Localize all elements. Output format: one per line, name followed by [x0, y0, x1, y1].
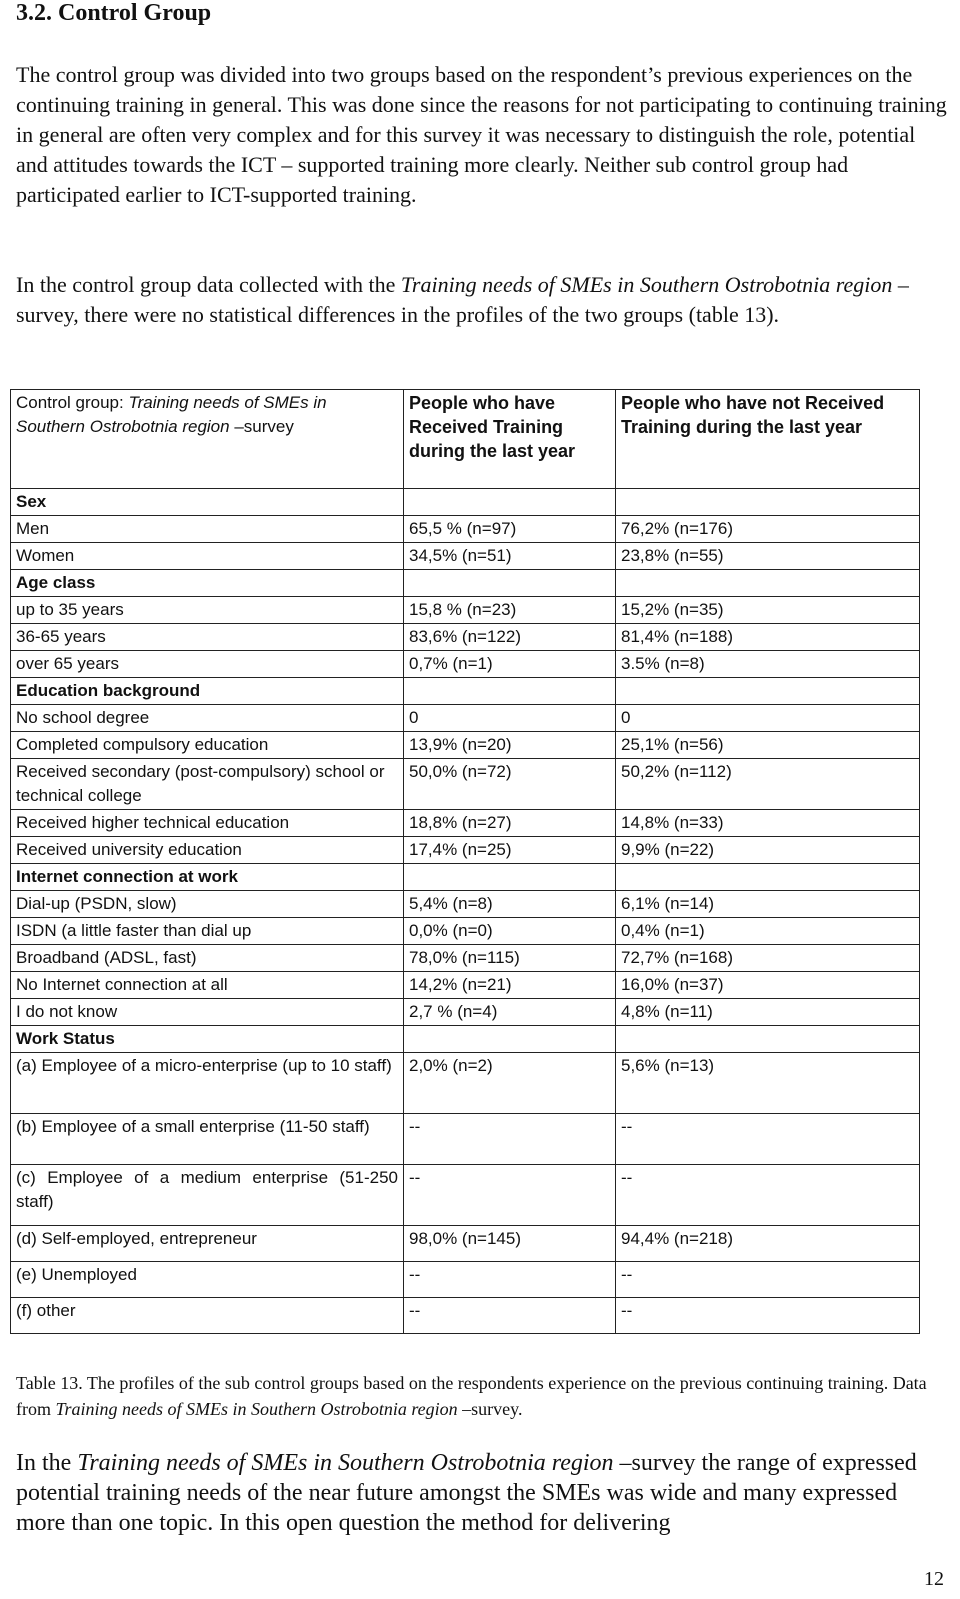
received-value: -- — [404, 1262, 616, 1298]
row-label: Women — [11, 543, 404, 570]
header-cell-not-received: People who have not Received Training during the last year — [616, 390, 920, 489]
row-label: Broadband (ADSL, fast) — [11, 945, 404, 972]
survey-paragraph-start: In the control group data collected with the — [16, 272, 401, 297]
section-row — [11, 678, 920, 705]
not-received-value: 76,2% (n=176) — [616, 516, 920, 543]
received-value: 50,0% (n=72) — [404, 759, 616, 810]
received-value: 14,2% (n=21) — [404, 972, 616, 999]
row-label: over 65 years — [11, 651, 404, 678]
not-received-value: 6,1% (n=14) — [616, 891, 920, 918]
table-row — [11, 543, 920, 570]
received-value: 83,6% (n=122) — [404, 624, 616, 651]
row-label: up to 35 years — [11, 597, 404, 624]
received-value: 17,4% (n=25) — [404, 837, 616, 864]
section-heading: 3.2. Control Group — [16, 0, 212, 26]
not-received-value: 25,1% (n=56) — [616, 732, 920, 759]
table-row — [11, 918, 920, 945]
section-row — [11, 864, 920, 891]
received-value: 34,5% (n=51) — [404, 543, 616, 570]
not-received-value: -- — [616, 1298, 920, 1334]
table-row — [11, 1226, 920, 1262]
section-title: Sex — [11, 489, 404, 516]
section-title: Age class — [11, 570, 404, 597]
table-row — [11, 759, 920, 810]
closing-survey-title: Training needs of SMEs in Southern Ostrobotnia region — [77, 1450, 614, 1476]
empty-cell — [616, 489, 920, 516]
received-value: -- — [404, 1114, 616, 1165]
table-header-row — [11, 390, 920, 489]
section-title: Education background — [11, 678, 404, 705]
table-row — [11, 972, 920, 999]
received-value: 18,8% (n=27) — [404, 810, 616, 837]
closing-paragraph: In the Training needs of SMEs in Southern Ostrobotnia region –survey the range of expressed potential training needs of the near future amongst the SMEs was wide and many expressed more than one topic. In this open question the method for delivering — [16, 1450, 917, 1536]
table-caption: Table 13. The profiles of the sub control groups based on the respondents experience on the previous continuing training. Data from Training needs of SMEs in Southern Ostrobotnia region –survey. — [16, 1373, 927, 1419]
not-received-value: -- — [616, 1165, 920, 1226]
received-value: 5,4% (n=8) — [404, 891, 616, 918]
received-value: 65,5 % (n=97) — [404, 516, 616, 543]
table-row — [11, 999, 920, 1026]
row-label: Received university education — [11, 837, 404, 864]
row-label: (c) Employee of a medium enterprise (51-250 staff) — [11, 1165, 404, 1226]
received-value: 2,0% (n=2) — [404, 1053, 616, 1114]
table-row — [11, 732, 920, 759]
table-row — [11, 597, 920, 624]
not-received-value: 15,2% (n=35) — [616, 597, 920, 624]
received-value: -- — [404, 1298, 616, 1334]
page-number: 12 — [924, 1568, 944, 1590]
table-row — [11, 516, 920, 543]
empty-cell — [616, 864, 920, 891]
survey-paragraph-end: –survey, there were no statistical differences in the profiles of the two groups (table 13). — [16, 272, 909, 327]
received-value: 2,7 % (n=4) — [404, 999, 616, 1026]
table-row — [11, 1298, 920, 1334]
not-received-value: -- — [616, 1114, 920, 1165]
intro-paragraph: The control group was divided into two groups based on the respondent’s previous experiences on the continuing training in general. This was done since the reasons for not participating to continuing training in general are often very complex and for this survey it was necessary to distinguish the role, potential and attitudes towards the ICT – supported training more clearly. Neither sub control group had participated earlier to ICT-supported training. — [16, 62, 947, 207]
not-received-value: 9,9% (n=22) — [616, 837, 920, 864]
empty-cell — [404, 570, 616, 597]
row-label: No school degree — [11, 705, 404, 732]
received-value: 13,9% (n=20) — [404, 732, 616, 759]
row-label: I do not know — [11, 999, 404, 1026]
not-received-value: 5,6% (n=13) — [616, 1053, 920, 1114]
survey-title: Training needs of SMEs in Southern Ostrobotnia region — [400, 272, 893, 297]
table-row — [11, 1053, 920, 1114]
row-label: Men — [11, 516, 404, 543]
row-label: Received secondary (post-compulsory) school or technical college — [11, 759, 404, 810]
section-title: Internet connection at work — [11, 864, 404, 891]
header-cell-received: People who have Received Training during the last year — [404, 390, 616, 489]
not-received-value: 3.5% (n=8) — [616, 651, 920, 678]
table-row — [11, 1165, 920, 1226]
empty-cell — [616, 678, 920, 705]
row-label: (e) Unemployed — [11, 1262, 404, 1298]
table-row — [11, 837, 920, 864]
profile-table — [10, 389, 920, 1334]
received-value: 15,8 % (n=23) — [404, 597, 616, 624]
not-received-value: 72,7% (n=168) — [616, 945, 920, 972]
section-title: Work Status — [11, 1026, 404, 1053]
empty-cell — [404, 864, 616, 891]
header-cell-group: Control group: Training needs of SMEs in Southern Ostrobotnia region –survey — [11, 390, 404, 489]
row-label: No Internet connection at all — [11, 972, 404, 999]
table-row — [11, 1114, 920, 1165]
not-received-value: 23,8% (n=55) — [616, 543, 920, 570]
row-label: Completed compulsory education — [11, 732, 404, 759]
row-label: (f) other — [11, 1298, 404, 1334]
empty-cell — [616, 1026, 920, 1053]
survey-paragraph — [16, 270, 951, 330]
section-row — [11, 570, 920, 597]
not-received-value: 16,0% (n=37) — [616, 972, 920, 999]
received-value: 0 — [404, 705, 616, 732]
empty-cell — [404, 1026, 616, 1053]
not-received-value: 0,4% (n=1) — [616, 918, 920, 945]
section-row — [11, 1026, 920, 1053]
table-row — [11, 651, 920, 678]
row-label: Received higher technical education — [11, 810, 404, 837]
row-label: (d) Self-employed, entrepreneur — [11, 1226, 404, 1262]
received-value: 98,0% (n=145) — [404, 1226, 616, 1262]
received-value: 0,7% (n=1) — [404, 651, 616, 678]
row-label: 36-65 years — [11, 624, 404, 651]
caption-survey-title: Training needs of SMEs in Southern Ostrobotnia region — [55, 1399, 458, 1419]
table-row — [11, 705, 920, 732]
not-received-value: -- — [616, 1262, 920, 1298]
table-row — [11, 624, 920, 651]
empty-cell — [616, 570, 920, 597]
not-received-value: 4,8% (n=11) — [616, 999, 920, 1026]
empty-cell — [404, 489, 616, 516]
not-received-value: 0 — [616, 705, 920, 732]
not-received-value: 81,4% (n=188) — [616, 624, 920, 651]
table-row — [11, 810, 920, 837]
row-label: ISDN (a little faster than dial up — [11, 918, 404, 945]
received-value: -- — [404, 1165, 616, 1226]
empty-cell — [404, 678, 616, 705]
section-row — [11, 489, 920, 516]
table-row — [11, 945, 920, 972]
table-row — [11, 1262, 920, 1298]
received-value: 0,0% (n=0) — [404, 918, 616, 945]
not-received-value: 94,4% (n=218) — [616, 1226, 920, 1262]
not-received-value: 14,8% (n=33) — [616, 810, 920, 837]
row-label: (a) Employee of a micro-enterprise (up to 10 staff) — [11, 1053, 404, 1114]
received-value: 78,0% (n=115) — [404, 945, 616, 972]
table-row — [11, 891, 920, 918]
row-label: (b) Employee of a small enterprise (11-50 staff) — [11, 1114, 404, 1165]
row-label: Dial-up (PSDN, slow) — [11, 891, 404, 918]
not-received-value: 50,2% (n=112) — [616, 759, 920, 810]
